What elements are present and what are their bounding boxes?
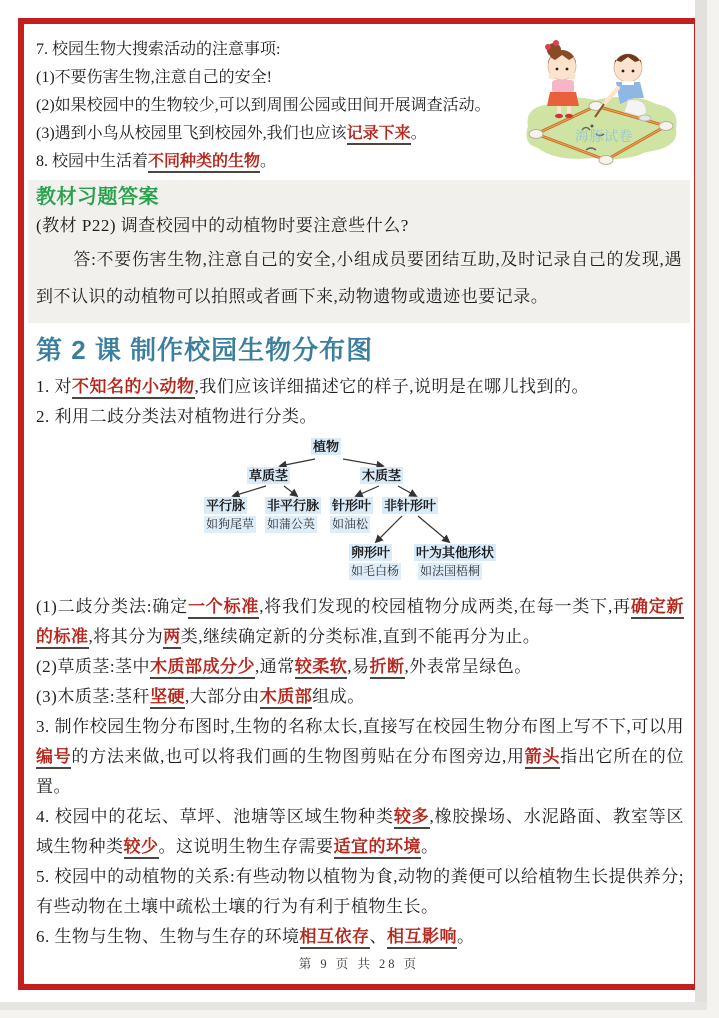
text-run: 6. 生物与生物、生物与生存的环境 bbox=[36, 927, 300, 946]
answers-heading: 教材习题答案 bbox=[36, 186, 159, 208]
text-run: 、 bbox=[369, 927, 387, 946]
text-run: 指出它所在的位置。 bbox=[36, 747, 685, 796]
node-woody-stem: 木质茎 bbox=[362, 468, 402, 483]
footer-page-number: 第 9 页 共 28 页 bbox=[298, 957, 420, 971]
note-paragraph bbox=[36, 652, 684, 682]
note-paragraph bbox=[36, 372, 684, 402]
highlighted-term: 相互影响 bbox=[387, 927, 457, 949]
highlighted-term: 折断 bbox=[370, 657, 405, 679]
highlighted-term: 较少 bbox=[124, 837, 159, 859]
note-paragraph bbox=[36, 922, 684, 952]
highlighted-term: 木质部 bbox=[260, 687, 313, 709]
text-run: 组成。 bbox=[312, 687, 365, 706]
highlighted-term: 较柔软 bbox=[295, 657, 348, 679]
text-run: (2)草质茎:茎中 bbox=[36, 657, 151, 676]
text-run: 8. 校园中生活着 bbox=[36, 153, 149, 170]
kids-survey-illustration bbox=[516, 38, 684, 170]
node-needle-leaf: 针形叶 bbox=[332, 498, 372, 513]
node-plant: 植物 bbox=[313, 439, 340, 454]
example-dandelion: 如蒲公英 bbox=[267, 517, 316, 531]
text-run: 。 bbox=[421, 837, 439, 856]
paper-edge-right bbox=[695, 0, 707, 1010]
text-run: ,外表常呈绿色。 bbox=[404, 657, 532, 676]
example-poplar: 如毛白杨 bbox=[351, 564, 400, 578]
page-content bbox=[24, 24, 694, 984]
text-run: 。 bbox=[260, 153, 277, 170]
text-run: 类,继续确定新的分类标准,直到不能再分为止。 bbox=[180, 627, 541, 646]
highlighted-term: 箭头 bbox=[525, 747, 560, 769]
node-other-leaf-shape: 叶为其他形状 bbox=[416, 545, 495, 560]
lesson2-title: 第 2 课 制作校园生物分布图 bbox=[36, 335, 374, 365]
text-run: 的方法来做,也可以将我们画的生物图剪贴在分布图旁边,用 bbox=[71, 747, 525, 766]
text-run: (1)二歧分类法:确定 bbox=[36, 597, 188, 616]
note-paragraph bbox=[36, 402, 684, 432]
note-paragraph bbox=[36, 802, 684, 862]
node-oval-leaf: 卵形叶 bbox=[351, 545, 391, 560]
text-run: ,将其分为 bbox=[88, 627, 164, 646]
highlighted-term: 相互依存 bbox=[300, 927, 370, 949]
highlighted-term: 坚硬 bbox=[150, 687, 185, 709]
example-dogtail-grass: 如狗尾草 bbox=[206, 517, 255, 531]
question-text: (教材 P22) 调查校园中的动植物时要注意些什么? bbox=[36, 216, 409, 235]
note-paragraph bbox=[36, 682, 684, 712]
text-run: ,我们应该详细描述它的样子,说明是在哪儿找到的。 bbox=[194, 377, 589, 396]
highlighted-term: 不知名的小动物 bbox=[72, 377, 195, 399]
text-run: (1)不要伤害生物,注意自己的安全! bbox=[36, 69, 272, 86]
kids-survey-illustration-svg bbox=[516, 38, 684, 170]
text-run: 2. 利用二歧分类法对植物进行分类。 bbox=[36, 407, 317, 426]
text-run: 3. 制作校园生物分布图时,生物的名称太长,直接写在校园生物分布图上写不下,可以用 bbox=[36, 717, 684, 736]
node-nonparallel-veins: 非平行脉 bbox=[267, 498, 320, 513]
red-frame bbox=[18, 18, 700, 990]
note-paragraph bbox=[36, 862, 684, 922]
highlighted-term: 记录下来 bbox=[347, 125, 411, 145]
example-pine: 如油松 bbox=[332, 517, 369, 531]
node-parallel-veins: 平行脉 bbox=[206, 498, 246, 513]
highlighted-term: 两 bbox=[163, 627, 181, 649]
classification-diagram bbox=[202, 436, 494, 586]
highlighted-term: 确定新的标准 bbox=[36, 597, 684, 649]
note-paragraph bbox=[36, 592, 684, 652]
example-platanus: 如法国梧桐 bbox=[420, 564, 481, 578]
highlighted-term: 编号 bbox=[36, 747, 71, 769]
textbook-answers-section bbox=[28, 180, 690, 323]
text-run: (3)木质茎:茎秆 bbox=[36, 687, 151, 706]
text-run: ,将我们发现的校园植物分成两类,在每一类下,再 bbox=[259, 597, 631, 616]
text-run: 。 bbox=[410, 125, 427, 142]
text-run: ,大部分由 bbox=[185, 687, 260, 706]
highlighted-term: 较多 bbox=[394, 807, 430, 829]
text-run: 5. 校园中的动植物的关系:有些动物以植物为食,动物的粪便可以给植物生长提供养分;有些动物在土壤中疏松土壤的行为有利于植物生长。 bbox=[36, 867, 684, 916]
watermark-text: 海豚试卷 bbox=[575, 130, 633, 145]
text-run: 。这说明生物生存需要 bbox=[158, 837, 334, 856]
text-run: 。 bbox=[457, 927, 475, 946]
node-non-needle-leaf: 非针形叶 bbox=[384, 498, 437, 513]
note-paragraph bbox=[36, 712, 684, 802]
lesson2-intro-items bbox=[36, 372, 684, 432]
text-run: (2)如果校园中的生物较少,可以到周围公园或田间开展调查活动。 bbox=[36, 97, 491, 114]
text-run: ,易 bbox=[347, 657, 370, 676]
text-run: ,橡胶操场、水泥路面、教室等区域生物种类 bbox=[36, 807, 685, 856]
highlighted-term: 不同种类的生物 bbox=[148, 153, 260, 173]
text-run: ,通常 bbox=[255, 657, 295, 676]
node-herbaceous-stem: 草质茎 bbox=[249, 468, 289, 483]
answer-text: 答:不要伤害生物,注意自己的安全,小组成员要团结互助,及时记录自己的发现,遇到不认识的动植物可以拍照或者画下来,动物遗物或遗迹也要记录。 bbox=[36, 250, 682, 306]
highlighted-term: 木质部成分少 bbox=[150, 657, 255, 679]
text-run: 1. 对 bbox=[36, 377, 72, 396]
highlighted-term: 一个标准 bbox=[188, 597, 259, 619]
text-run: (3)遇到小鸟从校园里飞到校园外,我们也应该 bbox=[36, 125, 347, 142]
notes-bottom-section bbox=[36, 592, 684, 952]
paper-edge-bottom bbox=[0, 1002, 707, 1010]
highlighted-term: 适宜的环境 bbox=[334, 837, 422, 859]
text-run: 4. 校园中的花坛、草坪、池塘等区域生物种类 bbox=[36, 807, 394, 826]
text-run: 7. 校园生物大搜索活动的注意事项: bbox=[36, 41, 281, 58]
